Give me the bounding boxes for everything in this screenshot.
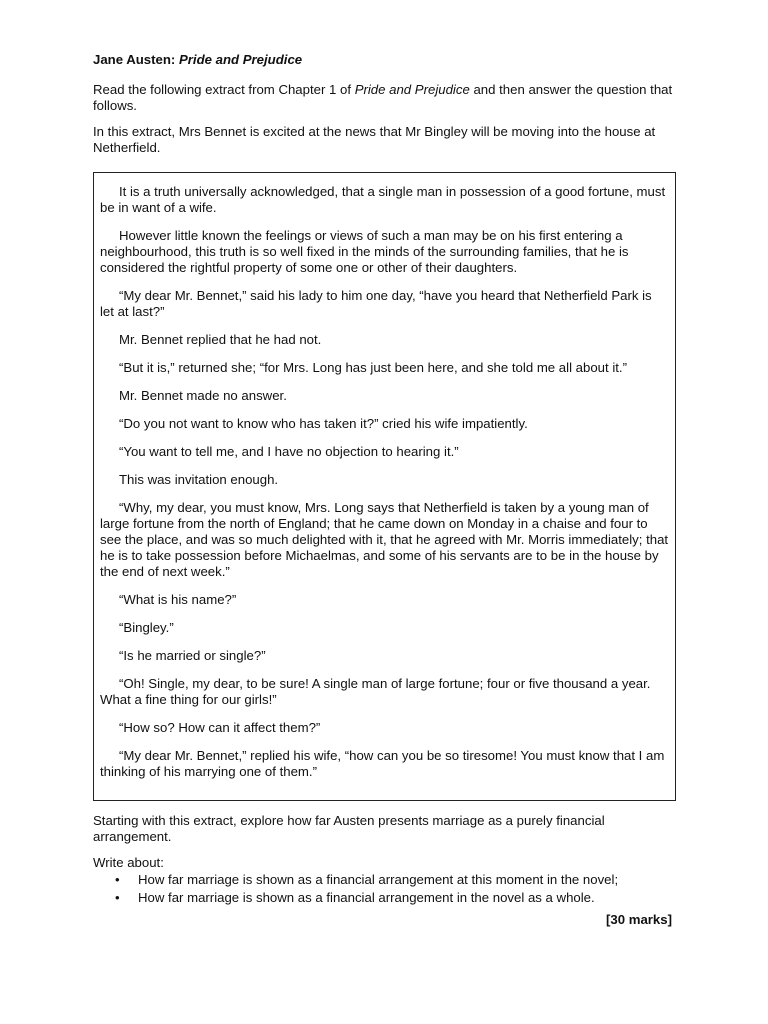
intro-context: In this extract, Mrs Bennet is excited at the news that Mr Bingley will be moving into the house at Netherfield. <box>93 124 656 155</box>
extract-paragraph: It is a truth universally acknowledged, that a single man in possession of a good fortune, must be in want of a wife. <box>100 184 666 215</box>
question-bullet-list <box>93 872 678 906</box>
marks-label: [30 marks] <box>606 912 672 927</box>
write-about-label: Write about: <box>93 855 164 870</box>
extract-paragraph: “My dear Mr. Bennet,” said his lady to him one day, “have you heard that Netherfield Park is let at last?” <box>100 288 652 319</box>
extract-paragraph: However little known the feelings or views of such a man may be on his first entering a neighbourhood, this truth is so well fixed in the minds of the surrounding families, that he is considered the rightful property of some one or other of their daughters. <box>100 228 629 275</box>
extract-paragraph: Mr. Bennet replied that he had not. <box>119 332 322 347</box>
question-bullet-text: How far marriage is shown as a financial arrangement at this moment in the novel; <box>138 872 619 887</box>
extract-paragraph: This was invitation enough. <box>119 472 279 487</box>
intro-instruction <box>93 82 678 114</box>
extract-paragraph: “You want to tell me, and I have no objection to hearing it.” <box>119 444 459 459</box>
bullet-glyph: • <box>115 872 120 887</box>
heading-title: Pride and Prejudice <box>179 52 303 67</box>
extract-paragraph: Mr. Bennet made no answer. <box>119 388 287 403</box>
extract-paragraph: “My dear Mr. Bennet,” replied his wife, “how can you be so tiresome! You must know that I am thinking of his marrying one of them.” <box>100 748 665 779</box>
extract-paragraph: “What is his name?” <box>119 592 237 607</box>
question-bullet-text: How far marriage is shown as a financial arrangement in the novel as a whole. <box>138 890 595 905</box>
extract-paragraph: “Why, my dear, you must know, Mrs. Long says that Netherfield is taken by a young man of large fortune from the north of England; that he came down on Monday in a chaise and four to see the place, and was so much delighted with it, that he agreed with Mr. Morris immediately; that he is to take possession before Michaelmas, and some of his servants are to be in the house by the end of next week.” <box>100 500 669 579</box>
intro-instruction-title: Pride and Prejudice <box>354 82 470 97</box>
extract-paragraph: “Bingley.” <box>119 620 174 635</box>
exam-page <box>93 52 678 928</box>
question-text: Starting with this extract, explore how far Austen presents marriage as a purely financial arrangement. <box>93 813 605 844</box>
extract-paragraph: “But it is,” returned she; “for Mrs. Long has just been here, and she told me all about it.” <box>119 360 627 375</box>
bullet-glyph: • <box>115 890 120 905</box>
extract-paragraph: “Oh! Single, my dear, to be sure! A single man of large fortune; four or five thousand a year. What a fine thing for our girls!” <box>100 676 651 707</box>
intro-instruction-post: and then answer the question that follows. <box>93 82 673 113</box>
extract-paragraph: “Is he married or single?” <box>119 648 266 663</box>
extract-paragraph: “Do you not want to know who has taken it?” cried his wife impatiently. <box>119 416 528 431</box>
question-bullet-item <box>93 872 678 888</box>
question-bullet-item <box>93 890 678 906</box>
intro-instruction-pre: Read the following extract from Chapter 1 of <box>93 82 355 97</box>
extract-paragraph: “How so? How can it affect them?” <box>119 720 321 735</box>
page-heading <box>93 52 678 68</box>
extract-box <box>93 172 676 801</box>
heading-author: Jane Austen: <box>93 52 176 67</box>
